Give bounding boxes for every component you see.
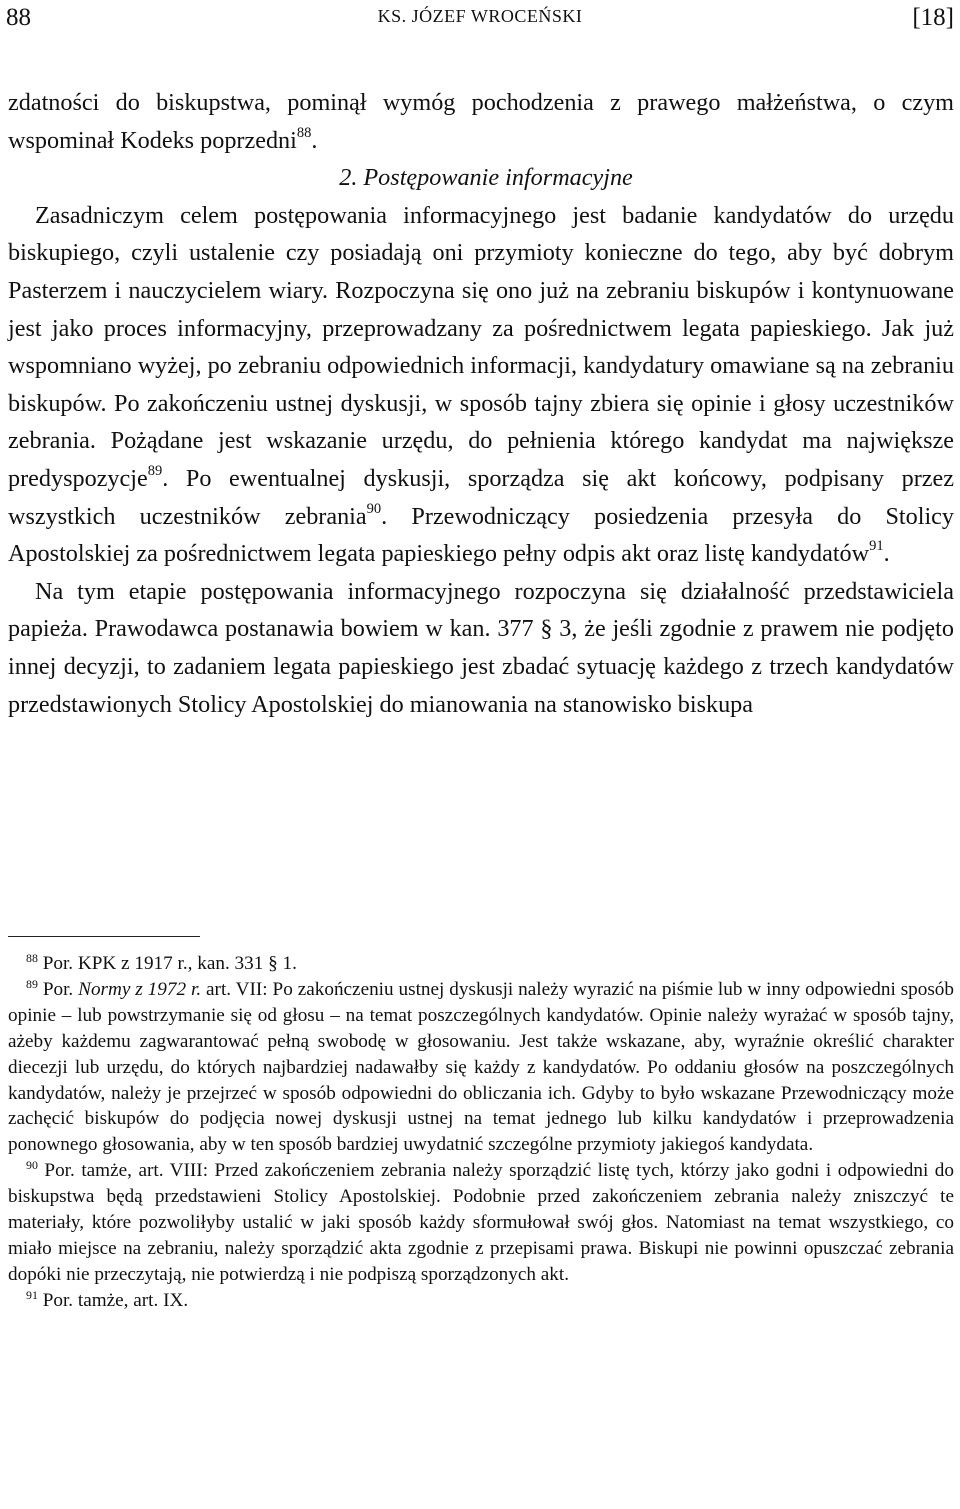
section-marker: [18] (912, 4, 954, 31)
section-title: 2. Postępowanie informacyjne (339, 164, 633, 192)
footnote-90 (8, 1158, 954, 1288)
footnote-number: 90 (26, 1158, 38, 1173)
footnote-text: Por. tamże, art. VIII: Przed zakończeniem zebrania należy sporządzić listę tych, którzy jako godni i odpowiedni do biskupstwa będą przedstawieni Stolicy Apostolskiej. Podobnie przed zakończeniem zebrania należy zniszczyć te materiały, które pozwoliłyby ustalić w jaki sposób każdy sformułował swój głos. Natomiast na temat wszystkiego, co miało miejsce na zebraniu, należy sporządzić akta zgodnie z przepisami prawa. Biskupi nie powinni opuszczać zebrania dopóki nie przeczytają, nie potwierdzą i nie podpiszą sporządzonych akt. (8, 1160, 954, 1285)
footnote-text: Por. (42, 978, 79, 1000)
paragraph-papal-legate: Na tym etapie postępowania informacyjnego rozpoczyna się działalność przedstawiciela papieża. Prawodawca postanawia bowiem w kan. 377 § 3, że jeśli zgodnie z prawem nie podjęto innej decyzji, to zadaniem legata papieskiego jest zbadać sytuację każdego z trzech kandydatów przedstawionych Stolicy Apostolskiej do mianowania na stanowisko biskupa (8, 577, 954, 718)
footnote-ref-91: 91 (869, 538, 884, 555)
paragraph-text: zdatności do biskupstwa, pominął wymóg pochodzenia z prawego małżeństwa, o czym wspominał Kodeks poprzedni (8, 89, 954, 154)
footnote-separator (8, 936, 200, 937)
paragraph-text: . Po ewentualnej dyskusji, sporządza się akt końcowy, podpisany przez wszystkich uczestników zebrania (8, 464, 954, 530)
paragraph-text: Zasadniczym celem postępowania informacyjnego jest badanie kandydatów do urzędu biskupiego, czyli ustalenie czy posiadają oni przymioty konieczne do tego, aby być dobrym Pasterzem i nauczycielem wiary. Rozpoczyna się ono już na zebraniu biskupów i kontynuowane jest jako proces informacyjny, przeprowadzany za pośrednictwem legata papieskiego. Jak już wspomniano wyżej, po zebraniu odpowiednich informacji, kandydatury omawiane są na zebraniu biskupów. Po zakończeniu ustnej dyskusji, w sposób tajny zbiera się opinie i głosy uczestników zebrania. Pożądane jest wskazanie urzędu, do pełnienia którego kandydat ma największe predyspozycje (8, 201, 954, 492)
paragraph-end: . (883, 540, 890, 568)
footnote-ref-90: 90 (366, 500, 382, 517)
footnote-ref-88: 88 (296, 124, 312, 141)
paragraph-informational-procedure (8, 197, 954, 573)
footnote-number: 88 (26, 950, 38, 965)
footnote-text: art. VII: Po zakończeniu ustnej dyskusji należy wyrazić na piśmie lub w inny odpowiedni sposób opinie – lub powstrzymanie się od głosu – na temat poszczególnych kandydatów. Opinie należy wyrażać w sposób tajny, ażeby każdemu zagwarantować pełną swobodę w głosowaniu. Jest także wskazane, aby, wyraźnie określić charakter diecezji lub urzędu, do których najbardziej nadawałby się każdy z kandydatów. Po oddaniu głosów na poszczególnych kandydatów, należy je przejrzeć w sposób odpowiedni do obliczania ich. Gdyby to było wskazane Przewodniczący może zachęcić biskupów do podjęcia nowej dyskusji ustnej na temat jednego lub kilku kandydatów i przeprowadzenia ponownego głosowania, aby w ten sposób bardziej uwydatnić szczególne przymioty jakiegoś kandydata. (8, 978, 954, 1156)
running-head: KS. JÓZEF WROCEŃSKI (377, 6, 583, 26)
paragraph-end: . (311, 126, 318, 154)
footnote-89 (8, 977, 954, 1158)
footnote-text: Por. KPK z 1917 r., kan. 331 § 1. (42, 953, 297, 974)
footnote-88 (8, 951, 954, 977)
footnote-text: Por. tamże, art. IX. (42, 1289, 189, 1311)
main-text (8, 84, 954, 723)
footnote-number: 89 (26, 976, 38, 991)
footnote-cited-title: Normy z 1972 r. (78, 978, 202, 1000)
page-header (6, 4, 954, 38)
paragraph-continuation (8, 84, 954, 159)
footnotes (8, 951, 954, 1314)
footnote-91 (8, 1288, 954, 1314)
paragraph-text: . Przewodniczący posiedzenia przesyła do Stolicy Apostolskiej za pośrednictwem legata papieskiego pełny odpis akt oraz listę kandydatów (8, 502, 954, 568)
page-number: 88 (6, 4, 31, 31)
footnote-number: 91 (26, 1287, 38, 1302)
footnote-ref-89: 89 (147, 463, 163, 480)
